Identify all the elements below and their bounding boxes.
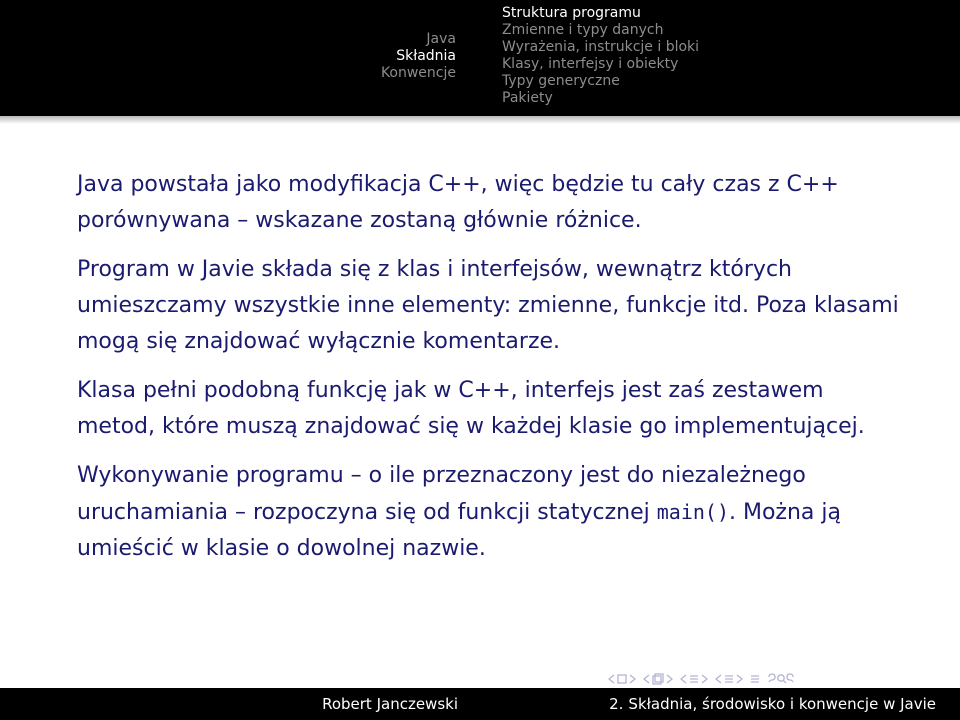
footer-section-title: Składnia, środowisko i konwencje w Javie [628, 695, 936, 713]
header-bar [0, 0, 960, 116]
slide-content [77, 167, 907, 580]
subsection-link-wyrazenia[interactable]: Wyrażenia, instrukcje i bloki [502, 39, 700, 55]
arrow-left-icon[interactable] [643, 674, 650, 684]
arrow-right-icon[interactable] [666, 674, 673, 684]
footer-title-box [474, 688, 960, 720]
subsection-link-struktura-programu[interactable]: Struktura programu [502, 5, 641, 21]
appendix-icon[interactable] [750, 674, 760, 684]
execution-text: Wykonywanie programu – o ile przeznaczony jest do niezależnego uruchamiania – rozpoczyna się od funkcji statycznej [77, 463, 806, 525]
frame-navigation [608, 674, 636, 684]
section-icon [689, 674, 699, 684]
search-icon[interactable] [767, 673, 795, 685]
arrow-right-icon[interactable] [736, 674, 743, 684]
subsection-list-icon [724, 674, 734, 684]
footer-bar [0, 688, 960, 720]
paragraph-program-structure: Program w Javie składa się z klas i interfejsów, wewnątrz których umieszczamy wszystkie inne elementy: zmienne, funkcje itd. Poza klasami mogą się znajdować wyłącznie komentarze. [77, 257, 899, 354]
footer-section-number: 2. [609, 695, 624, 713]
subsection-link-klasy[interactable]: Klasy, interfejsy i obiekty [502, 56, 679, 72]
section-link-java[interactable]: Java [426, 31, 456, 47]
subsection-link-pakiety[interactable]: Pakiety [502, 90, 553, 106]
arrow-right-icon[interactable] [701, 674, 708, 684]
main-function-code: main() [656, 500, 729, 524]
execution-text-end: . Można ją umieścić w klasie o dowolnej nazwie. [77, 500, 841, 561]
beamer-navigation-symbols [608, 669, 954, 689]
arrow-left-icon[interactable] [680, 674, 687, 684]
arrow-left-icon[interactable] [715, 674, 722, 684]
paragraph-program-execution [77, 458, 907, 567]
footer-author: Robert Janczewski [322, 695, 458, 713]
subsection-link-zmienne-i-typy[interactable]: Zmienne i typy danych [502, 22, 664, 38]
paragraph-class-interface: Klasa pełni podobną funkcję jak w C++, interfejs jest zaś zestawem metod, które muszą znajdować się w każdej klasie go implementującej. [77, 378, 865, 439]
section-link-skladnia[interactable]: Składnia [396, 48, 456, 64]
subsection-navigation-symbols [643, 673, 673, 685]
arrow-left-icon[interactable] [608, 674, 615, 684]
arrow-right-icon[interactable] [629, 674, 636, 684]
section-navigation [0, 0, 484, 116]
subsection-list-navigation-symbols [715, 674, 743, 684]
paragraph-cpp-comparison: Java powstała jako modyfikacja C++, więc będzie tu cały czas z C++ porównywana – wskazane zostaną głównie różnice. [77, 172, 839, 233]
footer-author-box [0, 688, 474, 720]
frame-icon [617, 674, 627, 684]
section-navigation-symbols [680, 674, 708, 684]
header-shadow [0, 116, 960, 124]
section-link-konwencje[interactable]: Konwencje [380, 65, 456, 81]
subsection-icon [652, 673, 664, 685]
subsection-link-typy-generyczne[interactable]: Typy generyczne [502, 73, 620, 89]
